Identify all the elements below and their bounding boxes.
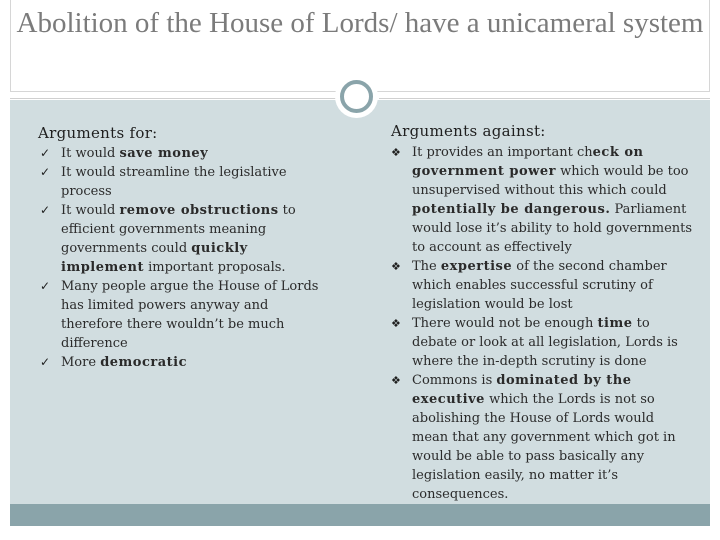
item-text: More	[61, 355, 101, 370]
item-emphasis: potentially be dangerous.	[412, 202, 611, 217]
check-mark-icon: ✓	[40, 165, 51, 179]
item-text: to efficient governments meaning governments could	[61, 203, 296, 256]
item-text: Parliament would lose it’s ability to hold governments to account as effectively	[412, 202, 693, 255]
footer-bar	[10, 504, 710, 526]
list-item	[389, 143, 694, 257]
item-text: It would streamline the legislative process	[61, 165, 287, 199]
item-emphasis: quickly implement	[61, 241, 248, 275]
arguments-for-heading: Arguments for:	[38, 124, 158, 142]
list-item	[40, 353, 320, 372]
check-mark-icon: ✓	[40, 355, 51, 369]
item-text: The	[412, 259, 441, 274]
item-text: Commons is	[412, 373, 497, 388]
four-diamond-icon: ❖	[391, 374, 401, 387]
check-mark-icon: ✓	[40, 279, 51, 293]
ring-icon	[340, 80, 373, 113]
list-item	[389, 257, 694, 314]
arguments-for-list	[40, 144, 320, 372]
item-text: which would be too unsupervised without this which could	[412, 164, 689, 198]
check-mark-icon: ✓	[40, 203, 51, 217]
item-emphasis: expertise	[440, 259, 513, 274]
list-item	[40, 277, 320, 353]
item-text: It would	[61, 203, 120, 218]
divider-right	[379, 98, 710, 99]
list-item	[389, 314, 694, 371]
arguments-against-heading: Arguments against:	[391, 122, 546, 140]
item-emphasis: democratic	[100, 355, 188, 370]
four-diamond-icon: ❖	[391, 260, 401, 273]
item-text: important proposals.	[143, 260, 286, 275]
item-text: It provides an important ch	[412, 145, 593, 160]
item-emphasis: save money	[119, 146, 209, 161]
divider-left	[10, 98, 343, 99]
list-item	[389, 371, 694, 504]
item-emphasis: remove obstructions	[119, 203, 279, 218]
list-item	[40, 144, 320, 163]
item-text: of the second chamber which enables successful scrutiny of legislation would be lost	[412, 259, 667, 312]
item-text: which the Lords is not so abolishing the House of Lords would mean that any government which got in would be able to pass basically any legislation easily, no matter it’s consequences.	[412, 392, 676, 502]
item-text: to debate or look at all legislation, Lords is where the in-depth scrutiny is done	[412, 316, 678, 369]
item-text: It would	[61, 146, 120, 161]
check-mark-icon: ✓	[40, 146, 51, 160]
item-emphasis: eck on government power	[412, 145, 644, 179]
list-item	[40, 163, 320, 201]
item-text: Many people argue the House of Lords has limited powers anyway and therefore there wouldn’t be much difference	[61, 279, 319, 351]
item-text: There would not be enough	[412, 316, 598, 331]
four-diamond-icon: ❖	[391, 146, 401, 159]
item-emphasis: dominated by the executive	[412, 373, 632, 407]
item-emphasis: time	[597, 316, 633, 331]
list-item	[40, 201, 320, 277]
slide-title: Abolition of the House of Lords/ have a unicameral system	[16, 7, 704, 39]
arguments-against-list	[389, 143, 694, 504]
four-diamond-icon: ❖	[391, 317, 401, 330]
